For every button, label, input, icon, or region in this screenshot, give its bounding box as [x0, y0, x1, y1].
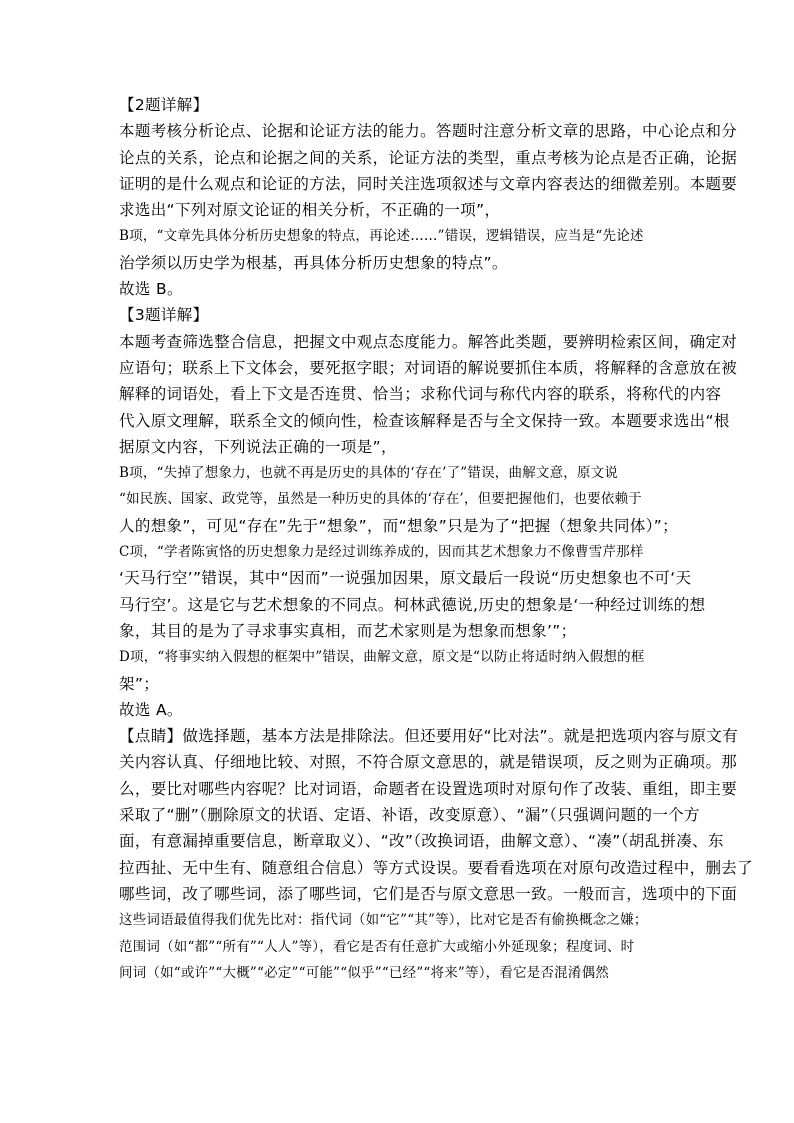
text-line: 马行空’。这是它与艺术想象的不同点。柯林武德说,历史的想象是‘一种经过训练的想 [119, 595, 706, 614]
text-line: 么，要比对哪些内容呢？比对词语，命题者在设置选项时对原句作了改装、重组，即主要 [119, 779, 738, 798]
text-line: 拉西扯、无中生有、随意组合信息）等方式设误。要看看选项在对原句改造过程中，删去了 [119, 858, 754, 877]
section-heading: 【3题详解】 [119, 306, 209, 325]
text-line: 哪些词，改了哪些词，添了哪些词，它们是否与原文意思一致。一般而言，选项中的下面 [119, 884, 738, 903]
text-line: B项，“失掉了想象力，也就不再是历史的具体的‘存在’了”错误，曲解文意，原文说 [119, 465, 619, 482]
text-line: ‘天马行空’”错误，其中“因而”一说强加因果，原文最后一段说“历史想象也不可‘天 [119, 569, 692, 588]
text-line: 架”； [119, 674, 160, 693]
text-line: 这些词语最值得我们优先比对：指代词（如“它”“其”等），比对它是否有偷换概念之嫌； [119, 912, 648, 929]
text-line: 采取了“删”（删除原文的状语、定语、补语，改变原意）、“漏”（只强调问题的一个方 [119, 806, 700, 825]
text-line: 应语句；联系上下文体会，要死抠字眼；对词语的解说要抓住本质，将解释的含意放在被 [119, 358, 738, 377]
text-line: 范围词（如“都”“所有”“人人”等），看它是否有任意扩大或缩小外延现象；程度词、时 [119, 938, 635, 955]
text-line: 治学须以历史学为根基，再具体分析历史想象的特点”。 [119, 253, 508, 272]
text-line: 本题考查筛选整合信息，把握文中观点态度能力。解答此类题，要辨明检索区间，确定对 [119, 332, 738, 351]
text-line: 面，有意漏掉重要信息，断章取义）、“改”（改换词语，曲解文意）、“凑”（胡乱拼凑、东 [119, 832, 724, 851]
text-line: 【点睛】做选择题，基本方法是排除法。但还要用好“比对法”。就是把选项内容与原文有 [119, 727, 739, 746]
text-line: 据原文内容，下列说法正确的一项是”， [119, 437, 397, 456]
text-line: D项，“将事实纳入假想的框架中”错误，曲解文意，原文是“以防止将适时纳入假想的框 [119, 649, 645, 666]
text-line: “如民族、国家、政党等，虽然是一种历史的具体的‘存在’，但要把握他们，也要依赖于 [119, 491, 642, 508]
document-body [119, 92, 754, 986]
text-line: 证明的是什么观点和论证的方法，同时关注选项叙述与文章内容表达的细微差别。本题要 [119, 174, 738, 193]
text-line: 故选 B。 [119, 280, 183, 299]
text-line: 解释的词语处，看上下文是否连贯、恰当；求称代词与称代内容的联系，将称代的内容 [119, 385, 722, 404]
text-line: 论点的关系，论点和论据之间的关系，论证方法的类型，重点考核为论点是否正确，论据 [119, 148, 738, 167]
text-line: 人的想象”，可见“存在”先于“想象”，而“想象”只是为了“把握（想象共同体）”； [119, 516, 679, 535]
text-line: C项，“学者陈寅恪的历史想象力是经过训练养成的，因而其艺术想象力不像曹雪芹那样 [119, 544, 644, 561]
text-line: 求选出“下列对原文论证的相关分析，不正确的一项”， [119, 201, 501, 220]
text-line: 本题考核分析论点、论据和论证方法的能力。答题时注意分析文章的思路，中心论点和分 [119, 122, 738, 141]
text-line: 象，其目的是为了寻求事实真相，而艺术家则是为想象而想象’”； [119, 621, 577, 640]
text-line: 间词（如“或许”“大概”“必定”“可能”“似乎”“已经”“将来”等），看它是否混淆偶然 [119, 964, 609, 981]
text-line: 故选 A。 [119, 700, 183, 719]
text-line: B项，“文章先具体分析历史想象的特点，再论述……”错误，逻辑错误，应当是“先论述 [119, 228, 644, 245]
text-line: 关内容认真、仔细地比较、对照，不符合原文意思的，就是错误项，反之则为正确项。那 [119, 753, 738, 772]
text-line: 代入原文理解，联系全文的倾向性，检查该解释是否与全文保持一致。本题要求选出“根 [119, 411, 730, 430]
section-heading: 【2题详解】 [119, 96, 209, 114]
